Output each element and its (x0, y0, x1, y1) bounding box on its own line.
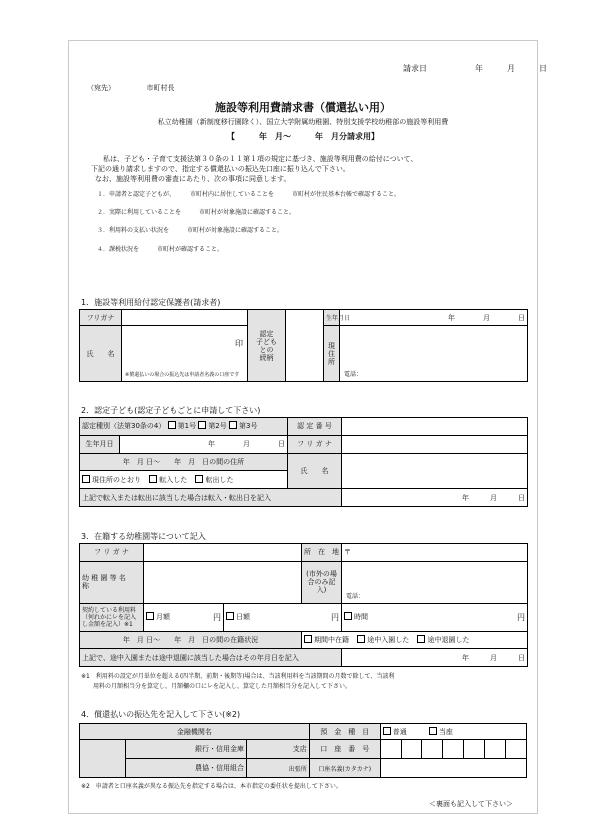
deposit-type-label: 預 金 種 目 (309, 724, 380, 740)
school-name-label: 幼 稚 園 等 名 称 (80, 561, 144, 603)
guardian-account-note: ※償還払いの場合の振込先は申請者名義の口座です (125, 372, 240, 378)
fee-hourly-checkbox[interactable] (344, 612, 352, 620)
address-period-label: 年 月 日～ 年 月 日の間の住所 (80, 453, 288, 471)
guardian-address-input[interactable] (340, 326, 528, 382)
deposit-ordinary-checkbox[interactable] (383, 727, 391, 735)
school-table (79, 543, 528, 667)
guardian-name-input[interactable] (122, 326, 248, 382)
moved-in-checkbox[interactable] (149, 475, 157, 483)
footnote-2: ※2 申請者と口座名義が異なる振込先を指定する場合は、本市指定の委任状を提出して下さい。 (81, 783, 342, 790)
account-digit-6[interactable] (485, 740, 506, 759)
fee-hourly-cell[interactable]: 時間 円 (342, 603, 528, 631)
left-midway-checkbox[interactable] (417, 635, 425, 643)
guardian-dob-input[interactable]: 年 月 日 (340, 310, 528, 326)
enroll-note-label: 上記で、途中入園または途中退園に該当した場合はその年月日を記入 (80, 649, 342, 667)
account-holder-label: 口座名義(カタカナ) (309, 759, 380, 778)
child-name-label: 氏 名 (288, 453, 342, 489)
guardian-name-label: 氏 名 (80, 326, 122, 382)
account-digit-5[interactable] (464, 740, 485, 759)
account-no-label: 口 座 番 号 (309, 740, 380, 759)
bank-table (79, 723, 527, 778)
cert-type-cell: 認定種別（法第30条の4） 第1号 第2号 第3号 (80, 418, 288, 436)
intro-line-3: なお、施設等利用費の審査にあたり、次の事項に同意します。 (95, 175, 291, 183)
guardian-dob-label: 生年月日 (324, 310, 340, 326)
consent-item-3: ３．利用料の支払い状況を 市町村が対象施設に確認すること。 (97, 227, 284, 234)
claim-period: 【 年 月～ 年 月分請求用】 (227, 132, 379, 141)
section2-heading: 2．認定子ども(認定子どもごとに申請して下さい) (81, 406, 261, 415)
guardian-table (79, 309, 528, 382)
relation-label: 認定 子ども との 続柄 (248, 310, 286, 382)
fee-daily-cell[interactable]: 日額 円 (224, 603, 342, 631)
type-3-checkbox[interactable] (229, 421, 237, 429)
school-furigana-label: フ リ ガ ナ (80, 544, 144, 562)
child-table (79, 417, 528, 507)
address-options-cell: 現住所のとおり 転入した 転出した (80, 471, 288, 489)
cert-no-input[interactable] (342, 418, 528, 436)
guardian-phone-label: 電話： (344, 371, 363, 378)
move-date-input[interactable]: 年 月 日 (342, 489, 528, 507)
school-address-input[interactable] (342, 561, 528, 603)
current-address-checkbox[interactable] (82, 475, 90, 483)
sub-office-label: 出張所 (247, 759, 310, 778)
outside-city-note: (市外の場合のみ記入) (302, 561, 342, 603)
account-digit-2[interactable] (401, 740, 422, 759)
account-digit-7[interactable] (505, 740, 526, 759)
consent-item-2: ２．実際に利用していることを 市町村が対象施設に確認すること。 (97, 209, 296, 216)
guardian-furigana-input[interactable] (122, 310, 248, 326)
child-furigana-input[interactable] (342, 435, 528, 453)
deposit-checking-checkbox[interactable] (429, 727, 437, 735)
fee-monthly-cell[interactable]: 月額 円 (144, 603, 224, 631)
type-1-checkbox[interactable] (168, 421, 176, 429)
guardian-furigana-label: フリガナ (80, 310, 122, 326)
enrolled-full-checkbox[interactable] (304, 635, 312, 643)
footnote-1-line-2: 用料の月額相当分を算定し、月額欄の口にレを記入し、算定した月額相当分を記入して下さい。 (81, 683, 352, 690)
move-note-label: 上記で転入または転出に該当した場合は転入・転出日を記入 (80, 489, 342, 507)
child-dob-input[interactable]: 年 月 日 (120, 435, 288, 453)
bank-name-input[interactable] (80, 740, 126, 778)
guardian-address-label: 現 住 所 (324, 326, 340, 382)
fee-label: 契約している利用料（何れかにレを記入し金額を記入）※1 (80, 603, 144, 631)
child-furigana-label: フ リ ガ ナ (288, 435, 342, 453)
page-title: 施設等利用費請求書（償還払い用） (215, 101, 391, 114)
enroll-period-label: 年 月 日～ 年 月 日の間の在籍状況 (80, 631, 302, 649)
school-phone-label: 電話： (346, 592, 365, 600)
child-name-input[interactable] (342, 453, 528, 489)
account-digit-1[interactable] (380, 740, 401, 759)
page-subtitle: 私立幼稚園（新制度移行園除く）、国立大学附属幼稚園、特別支援学校幼稚部の施設等利用費 (157, 118, 449, 126)
school-location-label: 所 在 地 (302, 544, 342, 562)
account-digit-3[interactable] (422, 740, 443, 759)
account-digit-4[interactable] (443, 740, 464, 759)
type-2-checkbox[interactable] (198, 421, 206, 429)
coop-types-label: 農協・信用組合 (125, 759, 246, 778)
bank-types-label: 銀行・信用金庫 (125, 740, 246, 759)
enroll-date-input[interactable]: 年 月 日 (342, 649, 528, 667)
relation-input[interactable] (286, 310, 324, 382)
school-postal-input[interactable]: 〒 (342, 544, 528, 562)
joined-midway-checkbox[interactable] (357, 635, 365, 643)
cert-no-label: 認 定 番 号 (288, 418, 342, 436)
consent-item-1: １．申請者と認定子どもが、 市町村内に居住していることを 市町村が住民基本台帳で確認すること。 (97, 191, 401, 198)
section1-heading: 1．施設等利用給付認定保護者(請求者) (81, 298, 221, 307)
section3-heading: 3．在籍する幼稚園等について記入 (81, 532, 206, 541)
intro-line-2: 下記の通り請求しますので、指定する償還払いの振込先口座に振り込んで下さい。 (91, 165, 350, 173)
fee-monthly-checkbox[interactable] (146, 612, 154, 620)
child-dob-label: 生年月日 (80, 435, 120, 453)
form-sheet (68, 40, 547, 814)
moved-out-checkbox[interactable] (195, 475, 203, 483)
enroll-options-cell: 期間中在籍 途中入園した 途中退園した (302, 631, 528, 649)
branch-label: 支店 (247, 740, 310, 759)
fee-daily-checkbox[interactable] (226, 612, 234, 620)
seal-mark: 印 (235, 339, 243, 348)
request-date: 請求日 年 月 日 (403, 64, 547, 73)
consent-item-4: ４．課税状況を 市町村が確認すること。 (97, 246, 224, 253)
bank-name-label: 金融機関名 (80, 724, 310, 740)
back-side-note: ＜裏面も記入して下さい＞ (429, 800, 513, 808)
account-holder-input[interactable] (380, 759, 526, 778)
deposit-type-cell: 普通 当座 (380, 724, 526, 740)
footnote-1-line-1: ※1 利用料の設定が月単位を超える(四半期、前期・後期等)場合は、当該利用料を当該期間の月数で除して、当該利 (81, 673, 395, 680)
addressee: （宛先） 市町村長 (87, 84, 175, 92)
school-furigana-input[interactable] (144, 544, 302, 562)
section4-heading: 4．償還払いの振込先を記入して下さい(※2) (81, 710, 241, 719)
intro-line-1: 私は、子ども・子育て支援法第３０条の１１第１項の規定に基づき、施設等利用費の給付について、 (103, 155, 418, 163)
school-name-input[interactable] (144, 561, 302, 603)
